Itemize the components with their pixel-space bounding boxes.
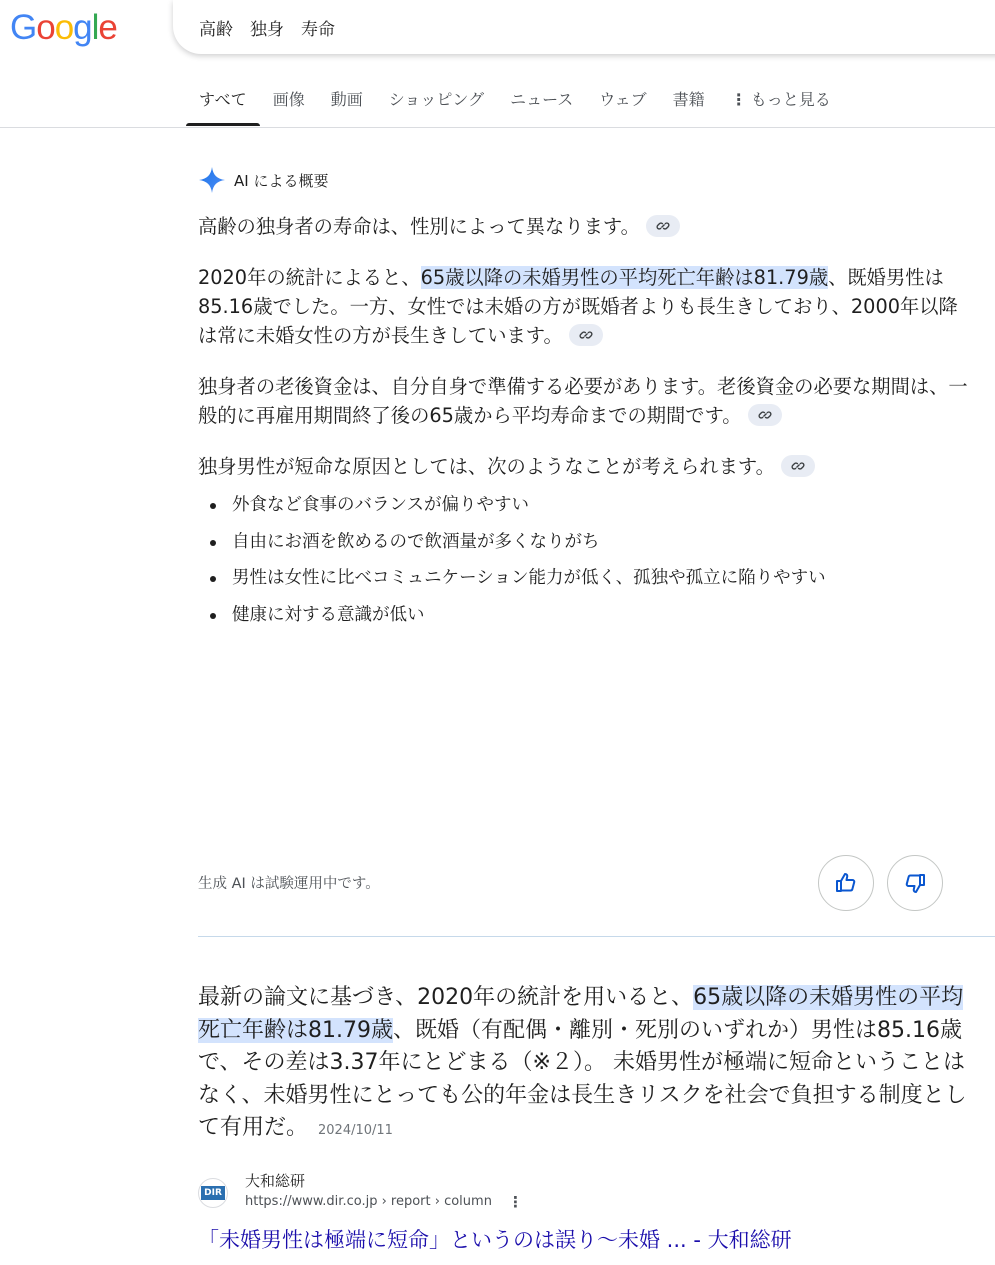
logo-letter: g [73,8,92,47]
source-link-icon[interactable] [748,404,782,426]
source-link-icon[interactable] [781,455,815,477]
more-options-icon[interactable]: ⋮ [507,1193,523,1211]
snippet-text: 、既婚（有配偶・離別・死別のいずれか）男性は85.16歳で、その差は3.37年にとどまる（※２）。 未婚男性が極端に短命ということはなく、未婚男性にとっても公的年金は長生きリスクを社会で負担する制度として有用だ。 [198,1017,967,1140]
site-url [245,1192,523,1212]
highlighted-text: 65歳以降の未婚男性の平均死亡年齢は81.79歳 [198,985,964,1043]
ai-paragraph-text: 2020年の統計によると、 [198,266,421,289]
site-url-text: https://www.dir.co.jp › report › column [245,1194,492,1209]
source-link-icon[interactable] [646,215,680,237]
site-favicon [198,1178,228,1208]
list-item: 自由にお酒を飲めるので飲酒量が多くなりがち [198,524,968,561]
ai-paragraph [198,372,968,430]
search-box[interactable] [173,0,995,54]
ai-paragraph-text: 独身男性が短命な原因としては、次のようなことが考えられます。 [198,455,775,478]
result-source[interactable] [198,1170,523,1212]
tab-web[interactable]: ウェブ [599,90,647,109]
ai-paragraph-text: 独身者の老後資金は、自分自身で準備する必要があります。老後資金の必要な期間は、一般的に再雇用期間終了後の65歳から平均寿命までの期間です。 [198,375,968,427]
tab-all[interactable]: すべて [186,88,260,126]
gemini-sparkle-icon [198,166,226,194]
list-item: 外食など食事のバランスが偏りやすい [198,487,968,524]
thumbs-up-icon [834,871,858,895]
snippet-date: 2024/10/11 [318,1123,393,1138]
tab-more-label: もっと見る [750,90,831,109]
search-input[interactable]: 高齢 独身 寿命 [199,20,335,40]
more-vert-icon: ⋮ [730,90,747,109]
tab-images[interactable]: 画像 [272,90,305,109]
source-link-icon[interactable] [569,324,603,346]
tab-more[interactable] [718,88,844,126]
tab-news[interactable]: ニュース [510,90,574,109]
header-divider [0,127,995,128]
thumbs-down-button[interactable] [887,855,943,911]
ai-overview-body [198,212,968,633]
ai-paragraph-text: 、既婚男性は85.16歳でした。一方、女性では未婚の方が既婚者よりも長生きしており、2000年以降は常に未婚女性の方が長生きしています。 [198,266,958,347]
logo-letter: l [91,8,99,47]
thumbs-down-icon [903,871,927,895]
highlighted-text: 65歳以降の未婚男性の平均死亡年齢は81.79歳 [420,266,829,289]
ai-overview-header [198,166,328,194]
tab-books[interactable]: 書籍 [672,90,705,109]
favicon-logo: DIR [201,1186,225,1200]
logo-letter: o [36,8,55,47]
ai-paragraph [198,452,968,481]
list-item: 健康に対する意識が低い [198,597,968,634]
ai-paragraph-text: 高齢の独身者の寿命は、性別によって異なります。 [198,215,640,238]
ai-overview-title: AI による概要 [234,171,329,190]
result-title-link[interactable]: 「未婚男性は極端に短命」というのは誤り～未婚 ... - 大和総研 [198,1228,792,1252]
ai-paragraph [198,212,968,241]
thumbs-up-button[interactable] [818,855,874,911]
ai-paragraph [198,263,968,350]
featured-snippet [198,982,973,1148]
site-info [245,1170,523,1212]
tab-videos[interactable]: 動画 [330,90,363,109]
logo-letter: G [10,8,37,47]
ai-disclaimer: 生成 AI は試験運用中です。 [198,876,380,892]
list-item: 男性は女性に比べコミュニケーション能力が低く、孤独や孤立に陥りやすい [198,560,968,597]
section-divider [198,936,995,937]
search-tabs [186,88,844,128]
logo-letter: o [54,8,74,47]
cause-list [198,487,968,633]
site-name: 大和総研 [245,1172,306,1190]
tab-shopping[interactable]: ショッピング [388,90,485,109]
logo-letter: e [98,8,117,47]
google-logo[interactable] [10,8,117,48]
snippet-text: 最新の論文に基づき、2020年の統計を用いると、 [198,985,694,1010]
